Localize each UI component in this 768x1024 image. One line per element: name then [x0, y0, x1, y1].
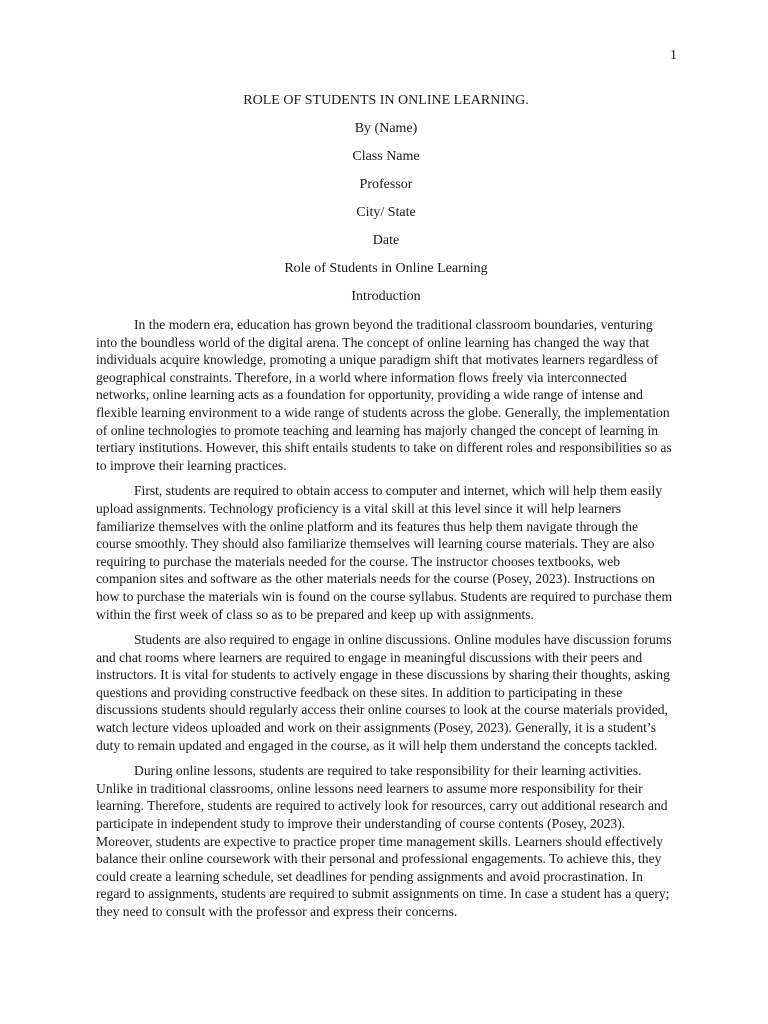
class-name-line: Class Name	[352, 149, 420, 164]
city-state-line: City/ State	[356, 205, 416, 220]
date-line: Date	[372, 233, 400, 248]
body-paragraph: During online lessons, students are required to take responsibility for their learning activities. Unlike in traditional classrooms, online lessons need learners to assume more responsibility for their learning. Therefore, students are required to actively look for resources, carry out additional research and participate in independent study to improve their understanding of course contents (Posey, 2023). Moreover, students are expective to practice proper time management skills. Learners should effectively balance their online coursework with their personal and professional engagements. To achieve this, they could create a learning schedule, set deadlines for pending assignments and avoid procrastination. In regard to assignments, students are required to submit assignments on time. In case a student has a query; they need to consult with the professor and express their concerns.	[96, 763, 670, 919]
section-heading: Introduction	[351, 289, 421, 304]
author-line: By (Name)	[354, 121, 418, 136]
professor-line: Professor	[359, 177, 413, 192]
document-subtitle: Role of Students in Online Learning	[284, 261, 488, 276]
document-body	[96, 92, 676, 929]
page-number: 1	[670, 48, 677, 63]
paper-title: ROLE OF STUDENTS IN ONLINE LEARNING.	[243, 93, 529, 108]
body-paragraph: Students are also required to engage in online discussions. Online modules have discussion forums and chat rooms where learners are required to engage in meaningful discussions with their peers and instructors. It is vital for students to actively engage in these discussions by sharing their thoughts, asking questions and providing constructive feedback on these sites. In addition to participating in these discussions students should regularly access their online courses to look at the course materials provided, watch lecture videos uploaded and work on their assignments (Posey, 2023). Generally, it is a student’s duty to remain updated and engaged in the course, as it will help them understand the concepts tackled.	[96, 632, 672, 753]
body-paragraph: In the modern era, education has grown beyond the traditional classroom boundaries, venturing into the boundless world of the digital arena. The concept of online learning has changed the way that individuals acquire knowledge, promoting a unique paradigm shift that motivates learners regardless of geographical constraints. Therefore, in a world where information flows freely via interconnected networks, online learning acts as a foundation for opportunity, providing a wide range of intense and flexible learning environment to a wide range of students across the globe. Generally, the implementation of online technologies to promote teaching and learning has majorly changed the concept of learning in tertiary institutions. However, this shift entails students to take on different roles and responsibilities so as to improve their learning practices.	[96, 317, 672, 473]
body-paragraph: First, students are required to obtain access to computer and internet, which will help them easily upload assignments. Technology proficiency is a vital skill at this level since it will help learners familiarize themselves with the online platform and its features thus help them navigate through the course smoothly. They should also familiarize themselves will learning course materials. They are also requiring to purchase the materials needed for the course. The instructor chooses textbooks, web companion sites and software as the other materials needs for the course (Posey, 2023). Instructions on how to purchase the materials win is found on the course syllabus. Students are required to purchase them within the first week of class so as to be prepared and keep up with assignments.	[96, 483, 673, 622]
